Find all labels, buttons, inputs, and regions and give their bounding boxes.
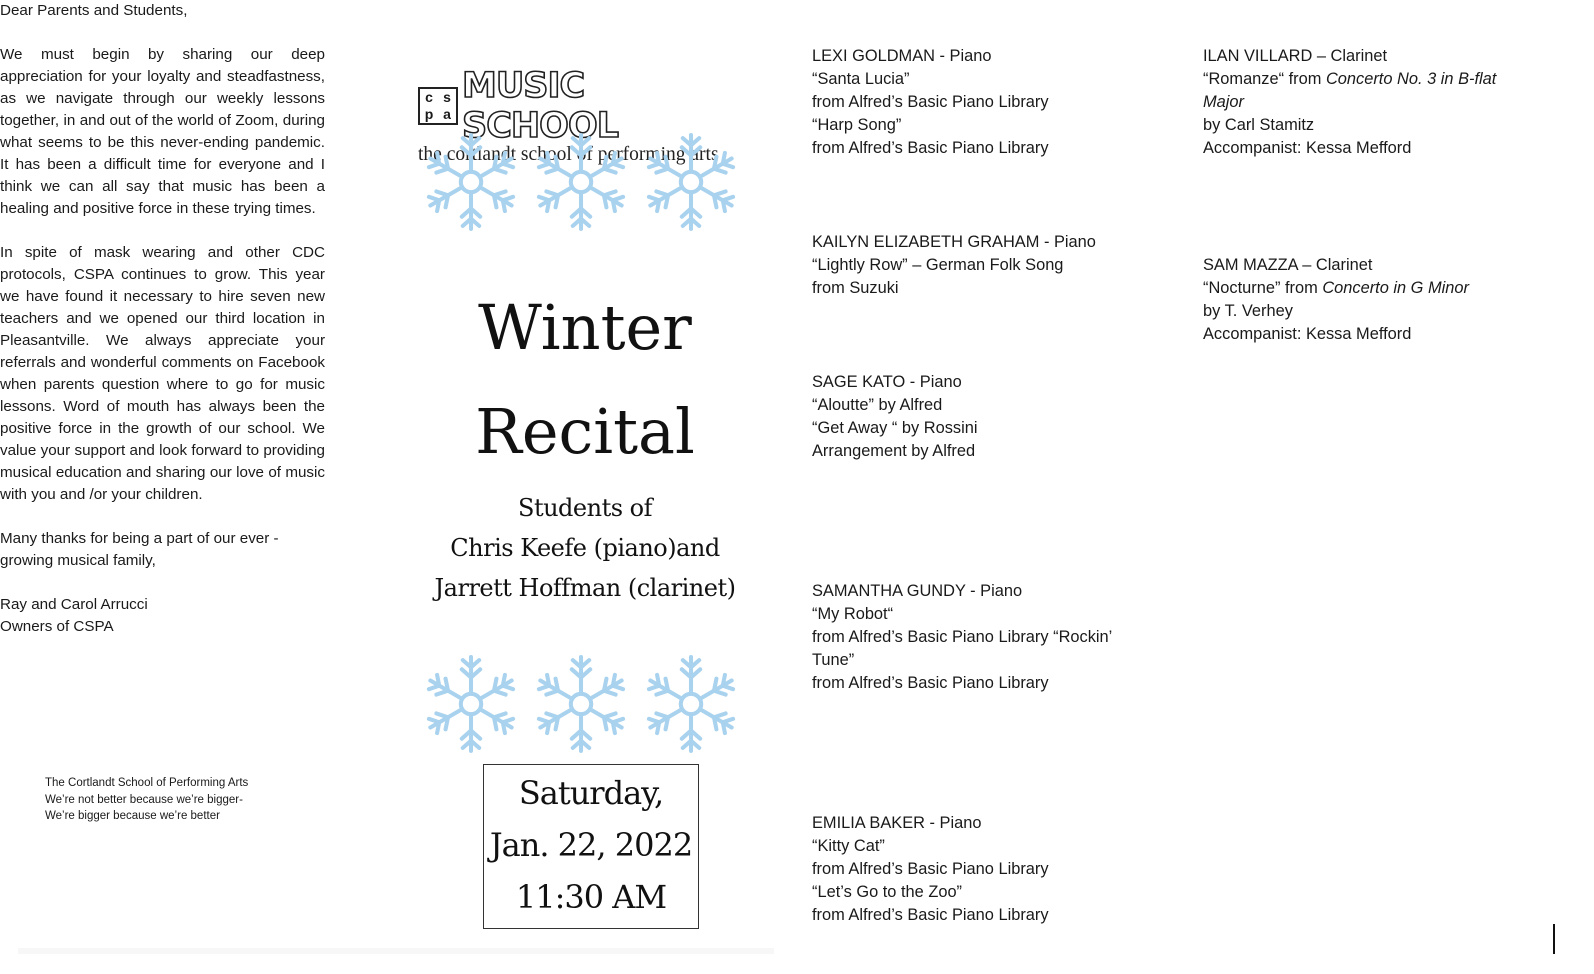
snowflake-icon [640,652,742,756]
piece-prefix: “Romanze“ from [1203,70,1326,88]
program-line: from Alfred’s Basic Piano Library [812,93,1049,111]
program-line: from Alfred’s Basic Piano Library [812,674,1049,692]
date-date: Jan. 22, 2022 [489,826,693,864]
program-line: Arrangement by Alfred [812,442,976,460]
signature-names: Ray and Carol Arrucci [0,596,148,613]
program-entry [812,231,1096,300]
program-entry [1203,45,1533,160]
snowflake-icon [420,652,522,756]
piece-work: Concerto No. 3 in B-flat Major [1203,70,1497,111]
motto-line-1: The Cortlandt School of Performing Arts [45,777,249,789]
program-entry [1203,254,1533,346]
performer: SAGE KATO - Piano [812,373,962,391]
program-line: by T. Verhey [1203,302,1293,320]
snowflake-row-top [420,130,742,234]
program-line: Accompanist: Kessa Mefford [1203,325,1412,343]
title-line-2: Recital [475,395,695,468]
welcome-letter [0,0,325,638]
program-line: “Get Away “ by Rossini [812,419,978,437]
program-line: “Aloutte” by Alfred [812,396,943,414]
snowflake-icon [640,130,742,234]
snowflake-icon [530,652,632,756]
program-entry [812,371,977,463]
logo-letter-c: c [425,89,433,105]
cspa-logo-mark [418,87,458,125]
performer: SAMANTHA GUNDY - Piano [812,582,1023,600]
motto-line-3: We’re bigger because we’re better [45,810,220,822]
letter-paragraph-1: We must begin by sharing our deep appreciation for your loyalty and steadfastness, as we navigate through our weekly lessons together, in and out of the world of Zoom, during what seems to be this never-ending pandemic. It has been a difficult time for everyone and I think we can all say that music has been a healing and positive force in these trying times. [0,46,325,217]
program-piece [1203,68,1533,114]
page-edge [18,948,774,954]
program-line: “Santa Lucia” [812,70,910,88]
program-line: from Alfred’s Basic Piano Library “Rockin’ Tune” [812,628,1112,669]
program-line: by Carl Stamitz [1203,116,1315,134]
snowflake-icon [530,130,632,234]
logo-name: MUSIC SCHOOL [462,66,618,146]
snowflake-row-bottom [420,652,742,756]
students-line-1: Students of [518,494,652,522]
logo-letter-a: a [443,106,451,122]
letter-signature [0,594,325,638]
program-entry [812,812,1049,927]
program-line: “Lightly Row” – German Folk Song [812,256,1064,274]
logo-letter-p: p [424,106,434,122]
program-line: from Suzuki [812,279,899,297]
program-line: “My Robot“ [812,605,894,623]
signature-title: Owners of CSPA [0,618,114,635]
program-line: from Alfred’s Basic Piano Library [812,906,1049,924]
school-motto [45,775,248,825]
logo-subtitle: the cortlandt school of performing arts [418,144,719,165]
performer: ILAN VILLARD – Clarinet [1203,47,1388,65]
logo-letter-s: s [443,89,451,105]
letter-salutation: Dear Parents and Students, [0,2,188,19]
performer: SAM MAZZA – Clarinet [1203,256,1373,274]
students-line-2: Chris Keefe (piano)and [450,534,720,562]
recital-title [420,276,750,484]
program-line: Accompanist: Kessa Mefford [1203,139,1412,157]
program-line: “Kitty Cat” [812,837,885,855]
students-line-3: Jarrett Hoffman (clarinet) [434,574,736,602]
snowflake-icon [420,130,522,234]
text-cursor [1553,924,1555,954]
program-line: from Alfred’s Basic Piano Library [812,139,1049,157]
letter-paragraph-2: In spite of mask wearing and other CDC protocols, CSPA continues to grow. This year we have found it necessary to hire seven new teachers and we opened our third location in Pleasantville. We always appreciate your referrals and wonderful comments on Facebook when parents question where to go for music lessons. Word of mouth has always been the positive force in the growth of our school. We value your support and look forward to providing musical education and sharing our love of music with you and /or your children. [0,244,325,503]
title-line-1: Winter [478,291,692,364]
piece-work: Concerto in G Minor [1322,279,1469,297]
performer: EMILIA BAKER - Piano [812,814,982,832]
program-entry [812,45,1049,160]
program-piece [1203,277,1533,300]
program-entry [812,580,1147,695]
motto-line-2: We’re not better because we’re bigger- [45,793,243,806]
piece-prefix: “Nocturne” from [1203,279,1323,297]
performer: KAILYN ELIZABETH GRAHAM - Piano [812,233,1096,251]
letter-paragraph-3: Many thanks for being a part of our ever -growing musical family, [0,530,279,569]
date-time: 11:30 AM [515,878,667,916]
program-line: “Let’s Go to the Zoo” [812,883,963,901]
date-day: Saturday, [518,774,664,812]
program-line: “Harp Song” [812,116,902,134]
students-of [415,488,755,608]
performer: LEXI GOLDMAN - Piano [812,47,992,65]
program-line: from Alfred’s Basic Piano Library [812,860,1049,878]
date-box [483,764,699,929]
